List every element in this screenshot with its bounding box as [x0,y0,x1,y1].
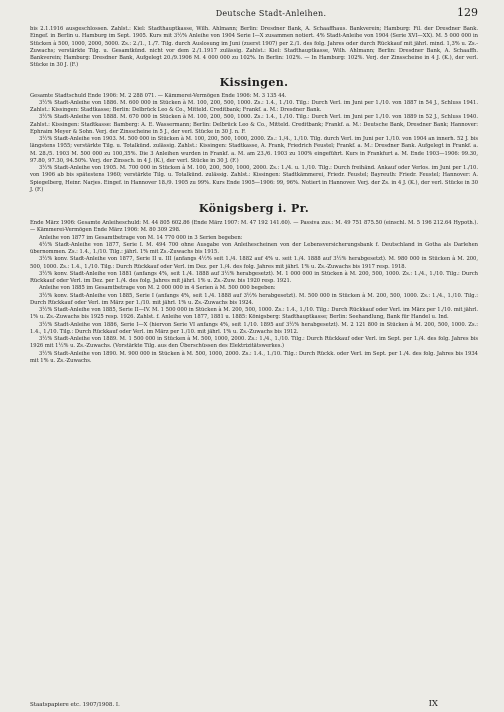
koenigsberg-paragraph: 3½% konv. Stadt-Anleihe von 1885, Serie I (anfangs 4%, seit 1./4. 1888 auf 3½% herabgesetzt). M. 500 000 in Stücken à M. 200, 500, 1000. Zs.: 1./4., 1./10. Tilg.: Durch Rückkauf oder Verl. im März per 1./10. mit jährl. 1% u. Zs.-Zuwachs bis 1924. [30,292,478,306]
section-title-kissingen: Kissingen. [219,75,289,89]
continuation-paragraph: bis 2.1.1916 ausgeschlossen. Zahlst.: Kiel: Stadthauptkasse, Wilh. Ahlmann; Berlin: Dresdner Bank, A. Schaaffhaus. Bankverein; Hamburg: Fil. der Dresdner Bank. Eingef. in Berlin u. Hamburg im Sept. 1905. Kurs mit 3½% Anleihe von 1904 Serie I—X zusammen notiert. 4% Stadt-Anleihe von 1904 (Serie XVI—XX). M. 5 000 000 in Stücken à 500, 1000, 2000, 5000. Zs.: 2./1., 1./7. Tilg. durch Auslosung im Juni (zuerst 1907) per 2./1. des folg. Jahres oder durch Rückkauf mit jährl. mind. 1,3% u. Zs.-Zuwachs; verstärkte Tilg. u. Gesamtkünd. nicht vor dem 2./1.1917 zulässig. Zahlst.: Kiel: Stadthauptkasse, Wilh. Ahlmann; Berlin: Dresdner Bank, A. Schaaffh. Bankverein; Hamburg: Dresdner Bank, Aufgelegt 20./9.1906 M. 4 000 000 zu 102%. In Berlin: 102%. — In Hamburg: 102%. Verj. der Zinsscheine in 4 J. (K.), der verl. Stücke in 30 J. (F.) [30,26,478,69]
koenigsberg-paragraph: 3½% Stadt-Anleihe von 1886, Serie I—X (hiervon Serie VI anfangs 4%, seit 1./10. 1895 auf 3½% herabgesetzt). M. 2 121 800 in Stücken à M. 200, 500, 1000. Zs.: 1.4., 1./10. Tilg.: Durch Rückkauf oder Verl. im März per 1./10. mit jährl. 1% u. Zs.-Zuwachs bis 1912. [30,321,478,335]
koenigsberg-paragraph: 4½% Stadt-Anleihe von 1877, Serie I. M. 494 700 ohne Ausgabe von Anleihescheinen von der Lebensversicherungsbank f. Deutschland in Gotha als Darlehen übernommen. Zs.: 1.4., 1./10. Tilg.: jährl. 1% mit Zs.-Zuwachs bis 1915. [30,241,478,255]
running-title: Deutsche Stadt-Anleihen. [215,9,327,18]
koenigsberg-paragraph: 3½% Stadt-Anleihe von 1885, Serie II—IV. M. 1 500 000 in Stücken à M. 200, 500, 1000. Zs.: 1.4., 1./10. Tilg.: Durch Rückkauf oder Verl. im März per 1./10. mit jährl. 1% u. Zs.-Zuwachs bis 1925 resp. 1926. Zahlst. f. Anleihe von 1877, 1881 u. 1885: Königsberg: Stadthauptkasse; Berlin: Seehandlung, Bank für Handel u. Ind. [30,307,478,321]
page-number: 129 [457,6,478,19]
koenigsberg-paragraph: 3½% Stadt-Anleihe von 1890. M. 900 000 in Stücken à M. 500, 1000, 2000. Zs.: 1.4., 1./10. Tilg.: Durch Rückk. oder Verl. im Sept. per 1./4. des folg. Jahres bis 1934 mit 1% u. Zs.-Zuwachs. [30,350,478,364]
kissingen-intro: Gesamte Stadtschuld Ende 1906: M. 2 288 071. — Kämmerei-Vermögen Ende 1906: M. 3 135 44. [30,92,287,99]
koenigsberg-paragraph: Anleihe von 1877 im Gesamtbetrage von M. 14 770 000 in 3 Serien begeben: [39,234,243,241]
kissingen-paragraph: 3½% Stadt-Anleihe von 1888. M. 670 000 in Stücken à M. 100, 200, 500, 1000. Zs.: 1.4., 1./10. Tilg.: Durch Verl. im Juni per 1./10. von 1889 in 52 J., Schluss 1940. Zahlst.: Kissingen: Stadtkasse: Bamberg: A. E. Wassermann; Berlin: Delbrück Leo & Co., Mitteld. Creditbank; Frankf. a. M.: Deutsche Bank, Dresdner Bank; Hannover: Ephraim Meyer & Sohn. Verj. der Zinsscheine in 5 J., der verl. Stücke in 30 J. n. F. [30,114,478,135]
kissingen-paragraph: 3½% Stadt-Anleihe von 1886. M. 600 000 in Stücken à M. 100, 200, 500, 1000. Zs.: 1.4., 1./10. Tilg.: Durch Verl. im Juni per 1./10. von 1887 in 54 J., Schluss 1941. Zahlst.: Kissingen: Stadtkasse; Berlin: Delbrück Leo & Co., Mitteld. Creditbank; Frankf. a. M.: Dresdner Bank. [30,99,478,113]
section-title-koenigsberg: Königsberg i. Pr. [198,202,310,215]
signature-mark: IX [428,699,438,709]
footer-source: Staatspapiere etc. 1907/1908. I. [30,702,120,708]
page-header [30,6,478,20]
koenigsberg-intro: Ende März 1906: Gesamte Anleiheschuld: M. 44 805 602.86 (Ende März 1907: M. 47 192 141.60). — Passiva zus.: M. 49 751 875.50 (einschl. M. 5 196 212.64 Hypoth.). — Kämmerei-Vermögen Ende März 1906: M. 80 309 298. [30,220,478,234]
kissingen-paragraph: 3½% Stadt-Anleihe von 1905. M. 700 000 in Stücken à M. 100, 200, 500, 1000, 2000. Zs.: 1./4. u. 1./10. Tilg.: Durch freihänd. Ankauf oder Verlos. im Juni per 1./10. von 1906 ab bis spätestens 1960; verstärkte Tilg. u. Totalkünd. zulässig. Zahlst.: Kissingen: Stadtkämmerei, Friedr. Feustel; Bayreuth: Friedr. Feustel; Hannover: A. Spiegelberg, Heinr. Narjes. Eingef. in Hannover 18./9. 1905 zu 99%. Kurs Ende 1905—1906: 99, 96%. Notiert in Hannover. Verj. der Zs. in 4 J. (K.), der verl. Stücke in 30 J. (F.) [30,165,478,193]
koenigsberg-paragraph: Anleihe von 1885 im Gesamtbetrage von M. 2 000 000 in 4 Serien à M. 500 000 begeben: [39,285,276,292]
koenigsberg-paragraph: 3½% konv. Stadt-Anleihe von 1881 (anfangs 4%, seit 1./4. 1888 auf 3½% herabgesetzt). M. 1 000 000 in Stücken à M. 200, 500, 1000. Zs.: 1./4., 1./10. Tilg.: Durch Rückkauf oder Verl. im Dez. per 1./4. des folg. Jahres mit jährl. 1% u. Zs.-Zuw. bis 1920 resp. 1921. [30,270,478,284]
kissingen-paragraph: 3½% Stadt-Anleihe von 1903. M. 500 000 in Stücken à M. 100, 200, 500, 1000, 2000. Zs.: 1./4., 1./10. Tilg. durch Verl. im Juni per 1./10. von 1904 an innerh. 52 J. bis längstens 1955; verstärkte Tilg. u. Totalkünd. zulässig. Zahlst.: Kissingen: Stadtkasse, A. Frank, Friedrich Feustel; Frankf. a. M.: Dresdner Bank. Aufgelegt in Frankf. a. M. 28./5. 1903 M. 500 000 zu 100,35%. Die 3 Anleihen wurden in Frankf. a. M. am 23./6. 1903 zu 100% eingeführt. Kurs in Frankfurt a. M. Ende 1903—1906: 99.30, 97.80, 97.30, 94.50%. Verj. der Zinssch. in 4 J. (K.), der verl. Stücke in 30 J. (F.) [30,136,478,164]
koenigsberg-paragraph: 3½% konv. Stadt-Anleihe von 1877, Serie II u. III (anfangs 4½% seit 1./4. 1882 auf 4% u. seit 1./4. 1888 auf 3½% herabgesetzt). M. 980 000 in Stücken à M. 200, 500, 1000. Zs.: 1.4., 1./10. Tilg.: Durch Rückkauf oder Verl. im Dez. per 1./4. des folg. Jahres mit jährl. 1% u. Zs.-Zuwachs bis 1917 resp. 1918. [30,256,478,270]
koenigsberg-paragraph: 3½% Stadt-Anleihe von 1889. M. 1 500 000 in Stücken à M. 500, 1000, 2000. Zs.: 1./4., 1./10. Tilg.: Durch Rückkauf oder Verl. im Sept. per 1./4. des folg. Jahres bis 1926 mit 1½% u. Zs.-Zuwachs. (Vorstärkte Tilg. aus den Überschüssen des Elektrizitätswerkes.) [30,336,478,350]
page-footer [30,699,478,709]
